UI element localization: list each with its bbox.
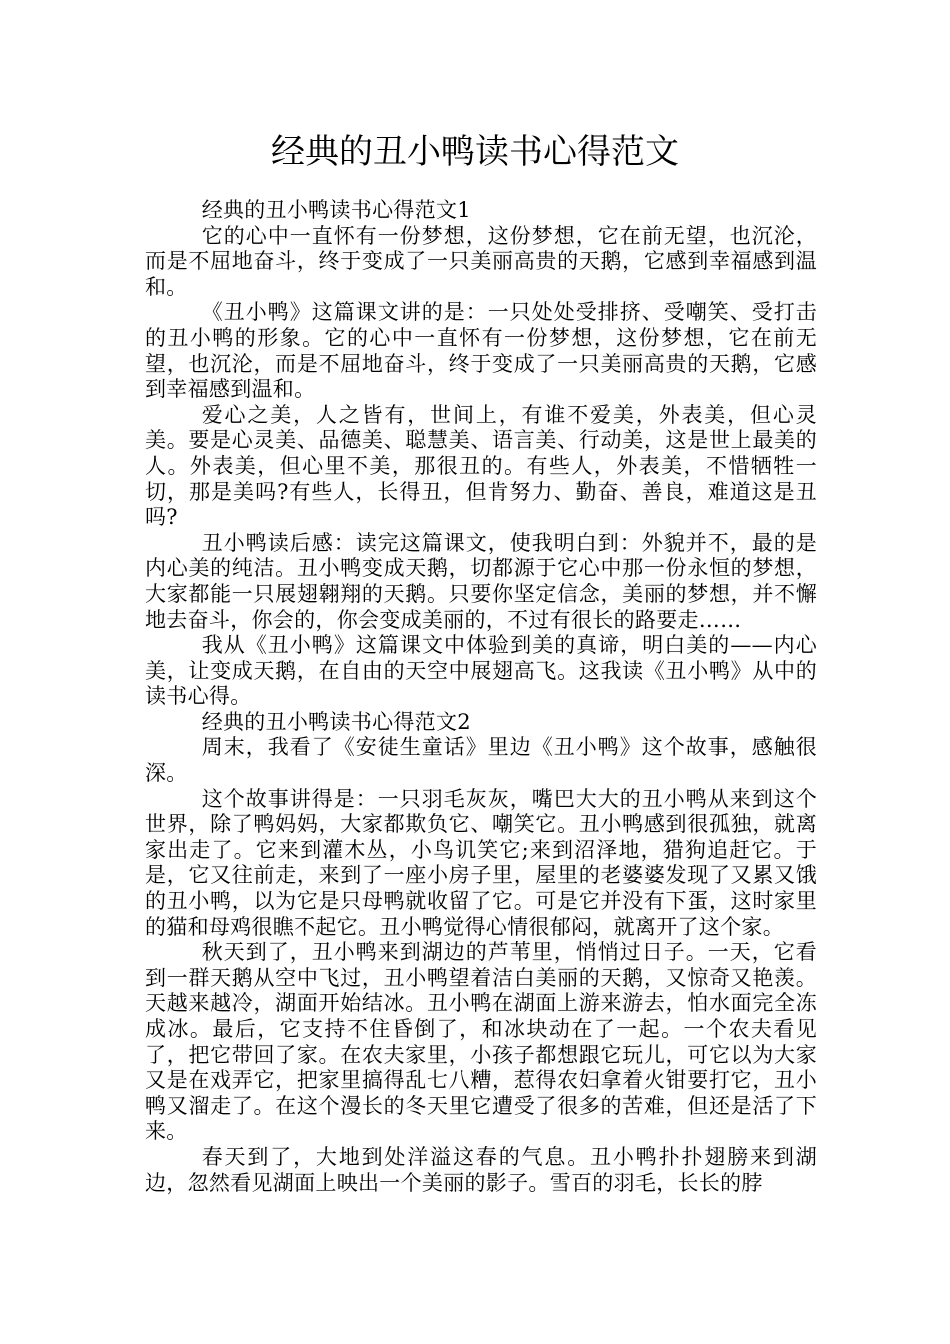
- paragraph: 春天到了，大地到处洋溢这春的气息。丑小鸭扑扑翅膀来到湖边，忽然看见湖面上映出一个美丽的影子。雪百的羽毛，长长的脖: [145, 1144, 817, 1195]
- section-heading-1: 经典的丑小鸭读书心得范文1: [201, 198, 471, 222]
- paragraph: 周末，我看了《安徒生童话》里边《丑小鸭》这个故事，感触很深。: [145, 735, 817, 786]
- paragraph: 丑小鸭读后感：读完这篇课文，使我明白到：外貌并不，最的是内心美的纯洁。丑小鸭变成天鹅，切都源于它心中那一份永恒的梦想，大家都能一只展翅翱翔的天鹅。只要你坚定信念，美丽的梦想，并不懈地去奋斗，你会的，你会变成美丽的，不过有很长的路要走……: [145, 530, 817, 632]
- document-body: [145, 198, 817, 1196]
- paragraph: 《丑小鸭》这篇课文讲的是：一只处处受排挤、受嘲笑、受打击的丑小鸭的形象。它的心中一直怀有一份梦想，这份梦想，它在前无望，也沉沦，而是不屈地奋斗，终于变成了一只美丽高贵的天鹅，它感到幸福感到温和。: [145, 300, 817, 402]
- section-heading-2: 经典的丑小鸭读书心得范文2: [201, 709, 471, 734]
- paragraph: 秋天到了，丑小鸭来到湖边的芦苇里，悄悄过日子。一天，它看到一群天鹅从空中飞过，丑小鸭望着洁白美丽的天鹅，又惊奇又艳羡。天越来越冷，湖面开始结冰。丑小鸭在湖面上游来游去，怕水面完全冻成冰。最后，它支持不住昏倒了，和冰块动在了一起。一个农夫看见了，把它带回了家。在农夫家里，小孩子都想跟它玩儿，可它以为大家又是在戏弄它，把家里搞得乱七八糟，惹得农妇拿着火钳要打它，丑小鸭又溜走了。在这个漫长的冬天里它遭受了很多的苦难，但还是活了下来。: [145, 940, 817, 1144]
- paragraph: 这个故事讲得是：一只羽毛灰灰，嘴巴大大的丑小鸭从来到这个世界，除了鸭妈妈，大家都欺负它、嘲笑它。丑小鸭感到很孤独，就离家出走了。它来到灌木丛，小鸟讥笑它;来到沼泽地，猎狗追赶它。于是，它又往前走，来到了一座小房子里，屋里的老婆婆发现了又累又饿的丑小鸭，以为它是只母鸭就收留了它。可是它并没有下蛋，这时家里的猫和母鸡很瞧不起它。丑小鸭觉得心情很郁闷，就离开了这个家。: [145, 786, 817, 939]
- paragraph: 它的心中一直怀有一份梦想，这份梦想，它在前无望，也沉沦，而是不屈地奋斗，终于变成了一只美丽高贵的天鹅，它感到幸福感到温和。: [145, 223, 817, 299]
- paragraph: 我从《丑小鸭》这篇课文中体验到美的真谛，明白美的——内心美，让变成天鹅，在自由的天空中展翅高飞。这我读《丑小鸭》从中的读书心得。: [145, 633, 817, 709]
- page-title: 经典的丑小鸭读书心得范文: [271, 132, 679, 172]
- paragraph: 爱心之美，人之皆有，世间上，有谁不爱美，外表美，但心灵美。要是心灵美、品德美、聪慧美、语言美、行动美，这是世上最美的人。外表美，但心里不美，那很丑的。有些人，外表美，不惜牺牲一切，那是美吗?有些人，长得丑，但肯努力、勤奋、善良，难道这是丑吗?: [145, 402, 817, 530]
